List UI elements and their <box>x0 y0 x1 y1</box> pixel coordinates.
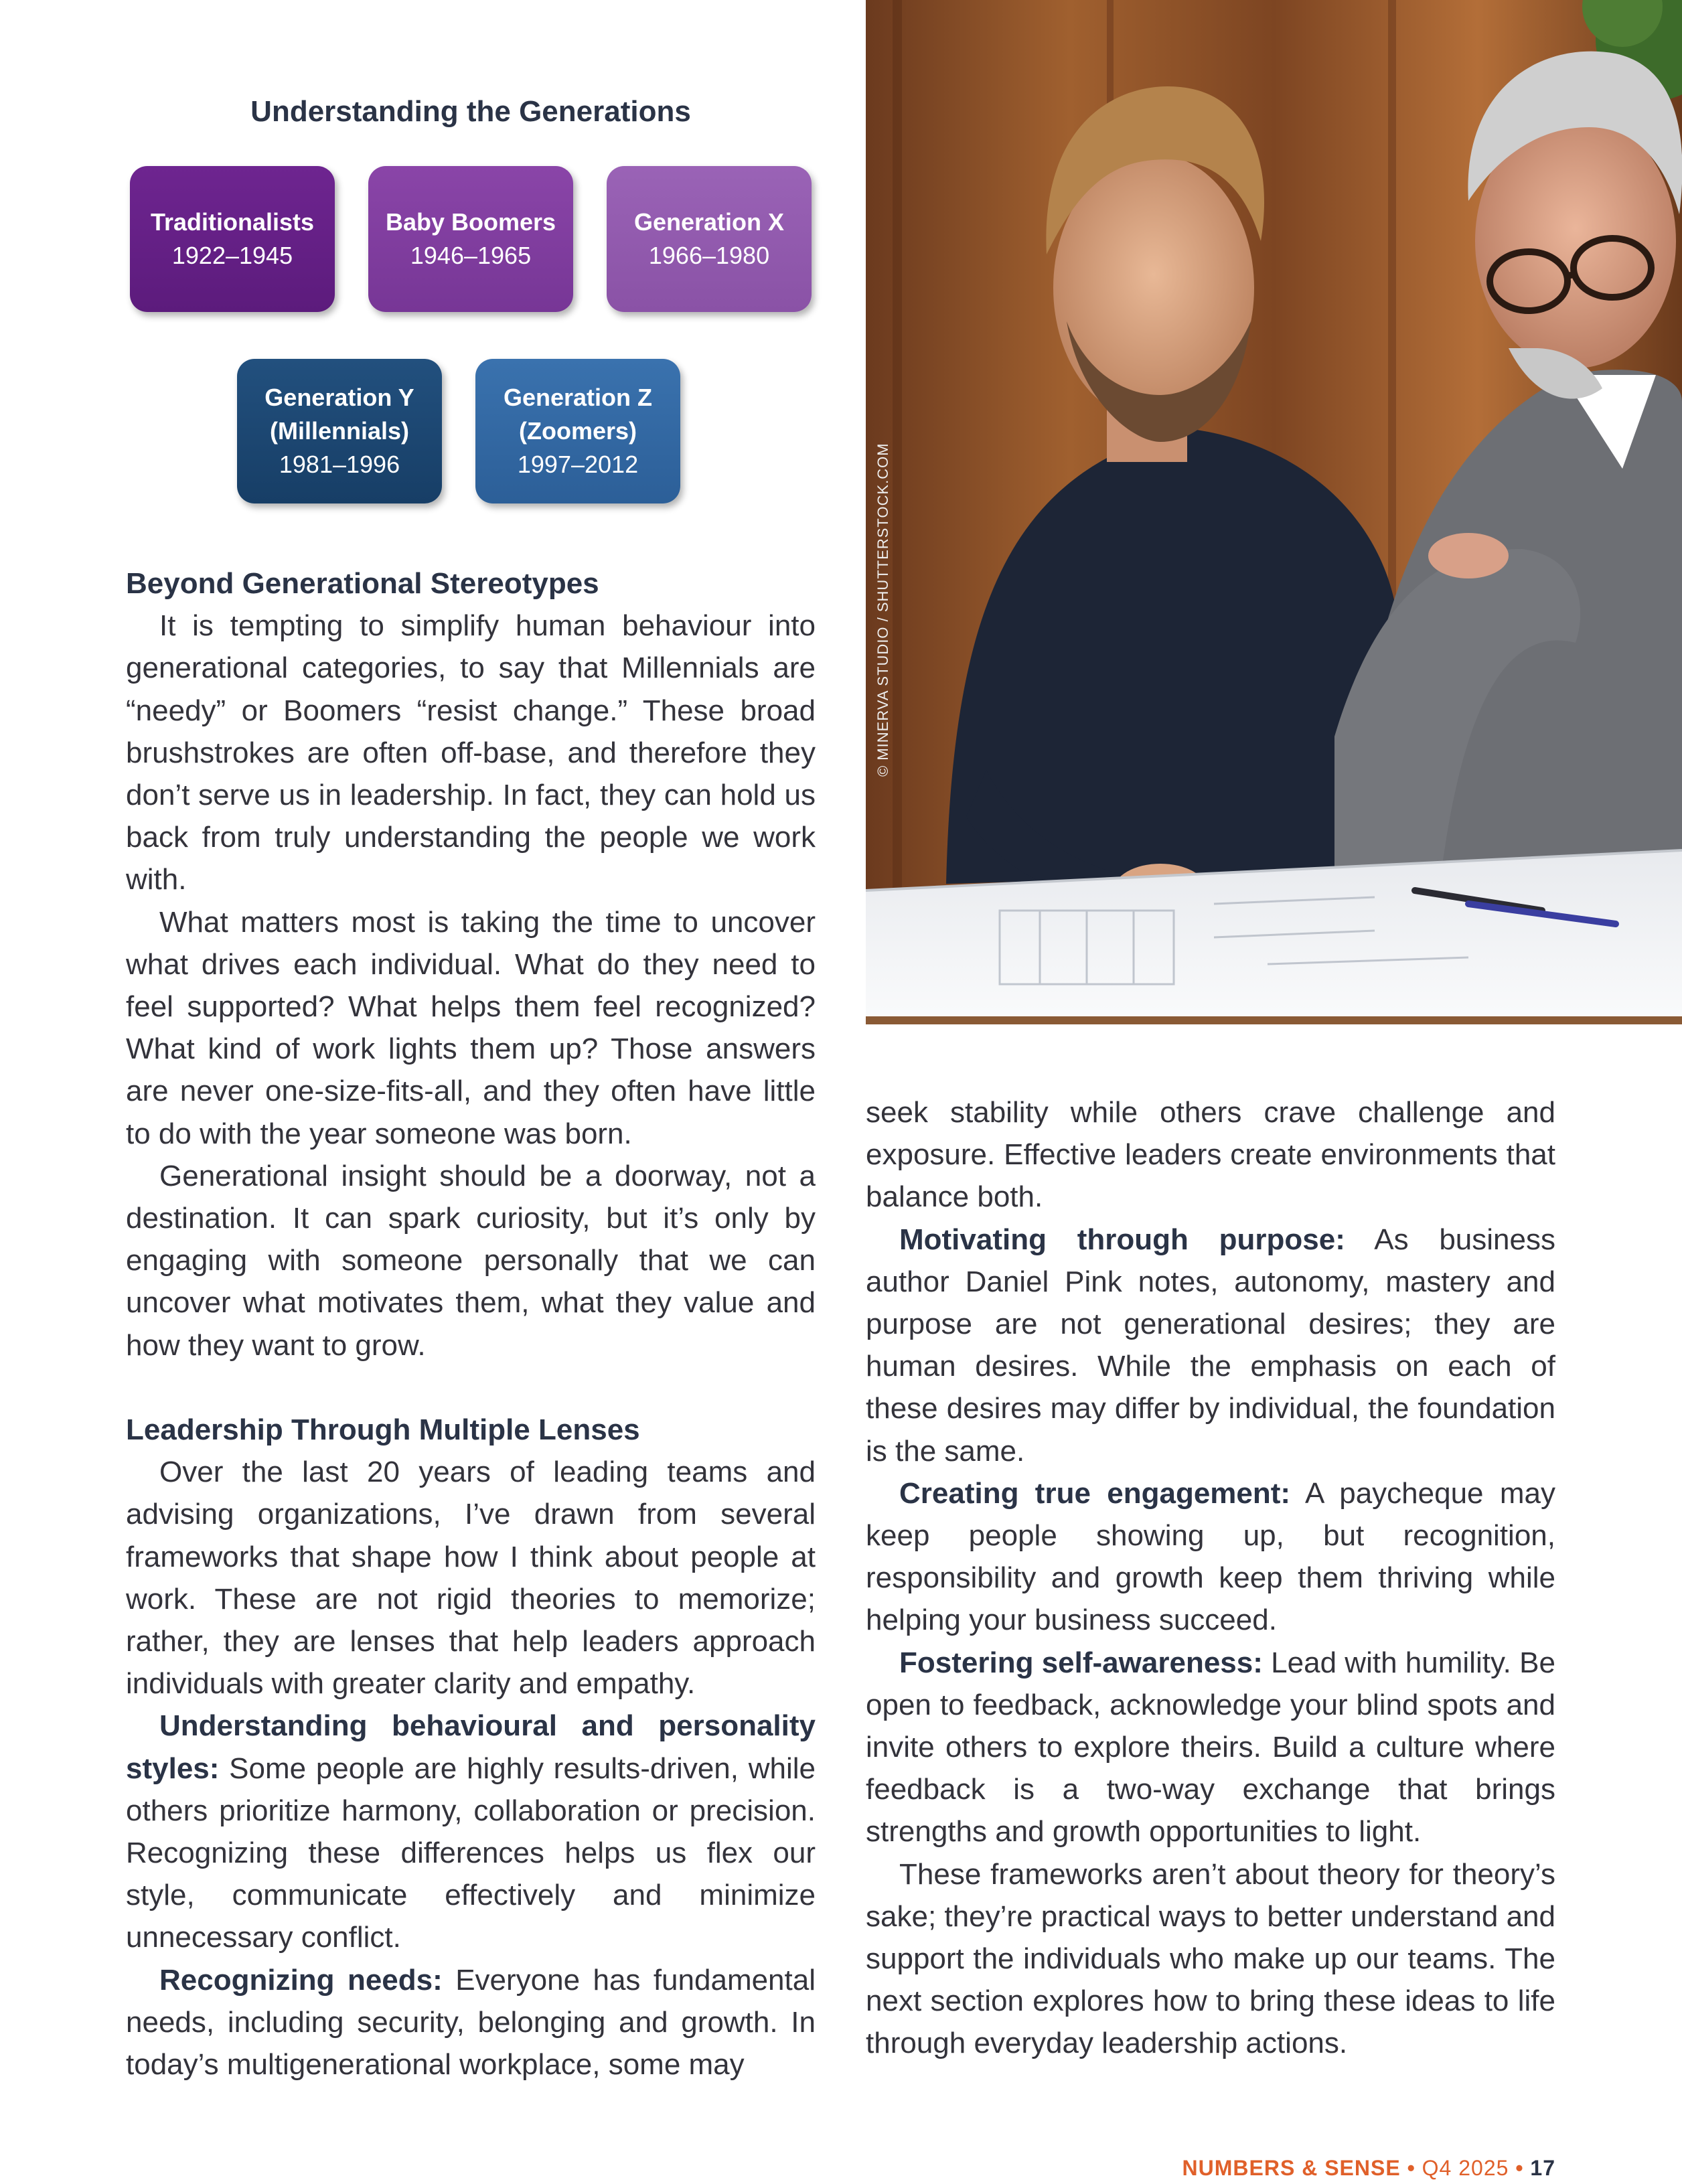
article-column-left <box>126 562 816 2086</box>
page-footer <box>866 2155 1555 2181</box>
photo-two-men-reviewing-plans <box>866 0 1682 1024</box>
paragraph: Over the last 20 years of leading teams and advising organizations, I’ve drawn from several frameworks that shape how I think about people at work. These are not rigid theories to memorize; rather, they are lenses that help leaders approach individuals with greater clarity and empathy. <box>126 1456 816 1701</box>
paragraph <box>866 1219 1555 1472</box>
infographic-title: Understanding the Generations <box>250 95 691 128</box>
paragraph-continued <box>126 1959 816 2086</box>
page-number: 17 <box>1530 2156 1555 2180</box>
paragraph <box>126 1705 816 1958</box>
generation-box-traditionalists <box>130 166 335 312</box>
paragraph-lead: Fostering self-awareness: <box>899 1646 1263 1679</box>
generation-name: Generation Y <box>264 384 414 411</box>
footer-separator: • <box>1515 2156 1524 2180</box>
paragraph-continuation: seek stability while others crave challenge and exposure. Effective leaders create environments that balance both. <box>866 1096 1555 1214</box>
paragraph-body: Everyone has fundamental needs, including security, belonging and growth. In today’s multigenerational workplace, some may <box>126 1963 816 2082</box>
paragraph: It is tempting to simplify human behaviour into generational categories, to say that Millennials are “needy” or Boomers “resist change.” These broad brushstrokes are often off-base, and therefore they don’t serve us in leadership. In fact, they can hold us back from truly understanding the people we work with. <box>126 609 816 896</box>
section-heading-stereotypes: Beyond Generational Stereotypes <box>126 567 599 600</box>
paragraph: Generational insight should be a doorway, not a destination. It can spark curiosity, but it’s only by engaging with someone personally that we can uncover what motivates them, what they value and how they want to grow. <box>126 1159 816 1362</box>
generation-years: 1946–1965 <box>410 242 532 269</box>
publication-name: NUMBERS & SENSE <box>1182 2156 1401 2180</box>
generation-name: Baby Boomers <box>385 208 556 236</box>
generation-box-generation-z <box>475 359 680 503</box>
footer-separator: • <box>1407 2156 1416 2180</box>
section-heading-lenses: Leadership Through Multiple Lenses <box>126 1413 640 1447</box>
paragraph <box>866 1642 1555 1853</box>
paragraph-body: As business author Daniel Pink notes, autonomy, mastery and purpose are not generational desires; they are human desires. While the emphasis on each of these desires may differ by individual, the foundation is the same. <box>866 1223 1555 1468</box>
generation-years: 1997–2012 <box>517 451 639 478</box>
paragraph: What matters most is taking the time to uncover what drives each individual. What do they need to feel supported? What helps them feel recognized? What kind of work lights them up? Those answers are never one-size-fits-all, and they often have little to do with the year someone was born. <box>126 905 816 1150</box>
generation-years: 1922–1945 <box>171 242 293 269</box>
paragraph-lead: Recognizing needs: <box>159 1963 443 1997</box>
issue-label: Q4 2025 <box>1422 2156 1509 2180</box>
generation-name: Traditionalists <box>150 208 315 236</box>
article-column-right <box>866 1091 1555 2065</box>
generation-box-generation-y <box>237 359 442 503</box>
paragraph-body: Some people are highly results-driven, while others prioritize harmony, collaboration or precision. Recognizing these differences helps us flex our style, communicate effectively and minimize unnecessary conflict. <box>126 1751 816 1954</box>
generation-name: Generation Z <box>503 384 653 411</box>
paragraph-lead: Creating true engagement: <box>899 1476 1291 1510</box>
generation-name: Generation X <box>633 208 785 236</box>
generation-years: 1981–1996 <box>279 451 400 478</box>
photo-credit: © MINERVA STUDIO / SHUTTERSTOCK.COM <box>874 443 891 777</box>
paragraph-body: A paycheque may keep people showing up, but recognition, responsibility and growth keep them thriving while helping your business succeed. <box>866 1476 1555 1637</box>
paragraph <box>866 1472 1555 1642</box>
generation-box-baby-boomers <box>368 166 573 312</box>
paragraph-lead: Understanding behavioural and personality styles: <box>126 1709 816 1785</box>
paragraph-body: Lead with humility. Be open to feedback, acknowledge your blind spots and invite others to explore theirs. Build a culture where feedback is a two-way exchange that brings strengths and growth opportunities to light. <box>866 1646 1555 1849</box>
generation-nickname: (Zoomers) <box>518 417 637 445</box>
generation-nickname: (Millennials) <box>269 417 410 445</box>
paragraph: These frameworks aren’t about theory for theory’s sake; they’re practical ways to better understand and support the individuals who make up our teams. The next section explores how to bring these ideas to life through everyday leadership actions. <box>866 1857 1555 2060</box>
paragraph-lead: Motivating through purpose: <box>899 1223 1345 1256</box>
generation-years: 1966–1980 <box>648 242 770 269</box>
generation-box-generation-x <box>607 166 812 312</box>
